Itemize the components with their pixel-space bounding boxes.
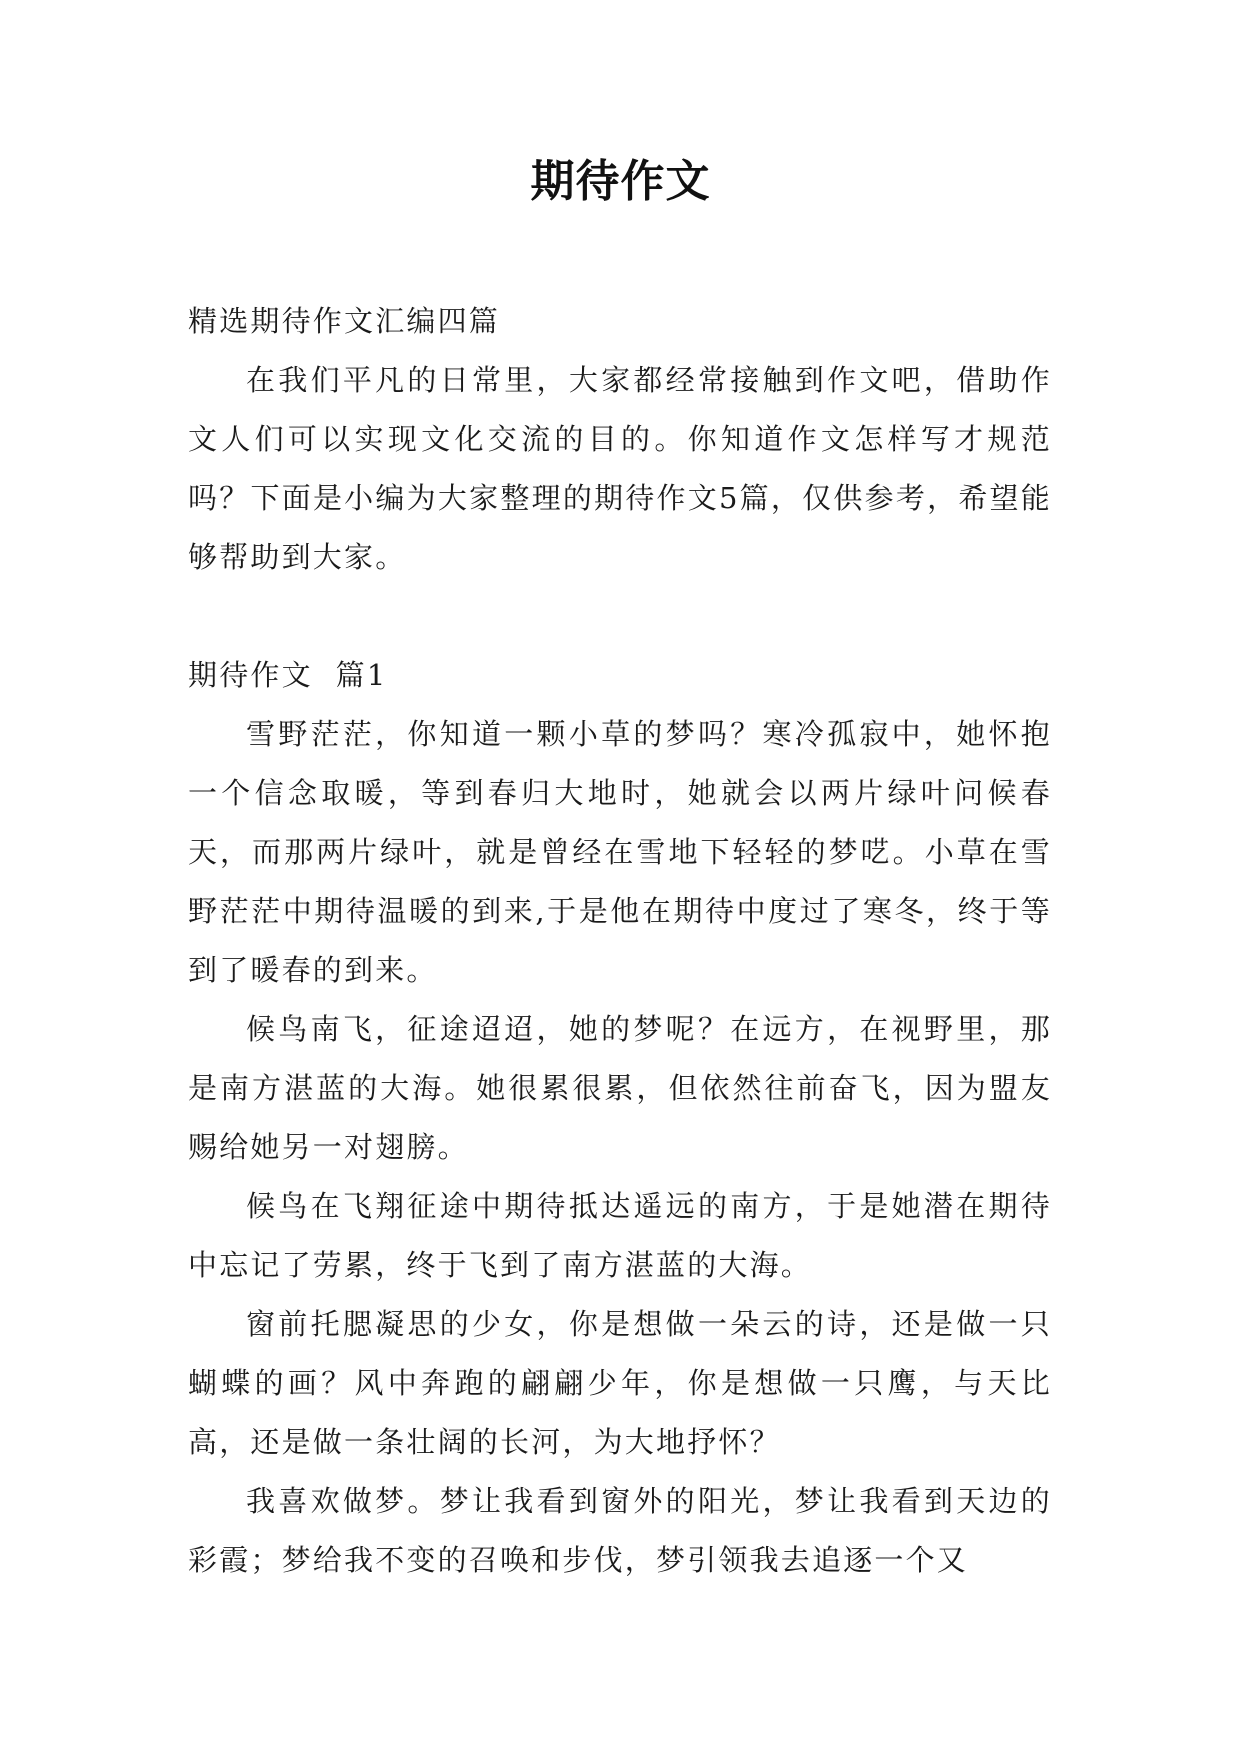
intro-paragraph: 在我们平凡的日常里，大家都经常接触到作文吧，借助作文人们可以实现文化交流的目的。你知道作文怎样写才规范吗？下面是小编为大家整理的期待作文5篇，仅供参考，希望能够帮助到大家。 <box>188 363 1052 574</box>
section-spacer <box>188 587 1052 646</box>
document-subtitle: 精选期待作文汇编四篇 <box>188 304 501 338</box>
essay-paragraph: 候鸟南飞，征途迢迢，她的梦呢？在远方，在视野里，那是南方湛蓝的大海。她很累很累，但依然往前奋飞，因为盟友赐给她另一对翅膀。 <box>188 1012 1052 1164</box>
essay-paragraph: 窗前托腮凝思的少女，你是想做一朵云的诗，还是做一只蝴蝶的画？风中奔跑的翩翩少年，你是想做一只鹰，与天比高，还是做一条壮阔的长河，为大地抒怀？ <box>188 1307 1052 1459</box>
essay-paragraph: 候鸟在飞翔征途中期待抵达遥远的南方，于是她潜在期待中忘记了劳累，终于飞到了南方湛蓝的大海。 <box>188 1189 1052 1282</box>
section-heading: 期待作文 篇1 <box>188 658 388 692</box>
document-title: 期待作文 <box>530 156 711 207</box>
essay-paragraph: 我喜欢做梦。梦让我看到窗外的阳光，梦让我看到天边的彩霞；梦给我不变的召唤和步伐，梦引领我去追逐一个又 <box>188 1484 1052 1577</box>
document-body <box>188 292 1052 1590</box>
essay-paragraph: 雪野茫茫，你知道一颗小草的梦吗？寒冷孤寂中，她怀抱一个信念取暖，等到春归大地时，她就会以两片绿叶问候春天，而那两片绿叶，就是曾经在雪地下轻轻的梦呓。小草在雪野茫茫中期待温暖的到来,于是他在期待中度过了寒冬，终于等到了暖春的到来。 <box>188 717 1052 987</box>
